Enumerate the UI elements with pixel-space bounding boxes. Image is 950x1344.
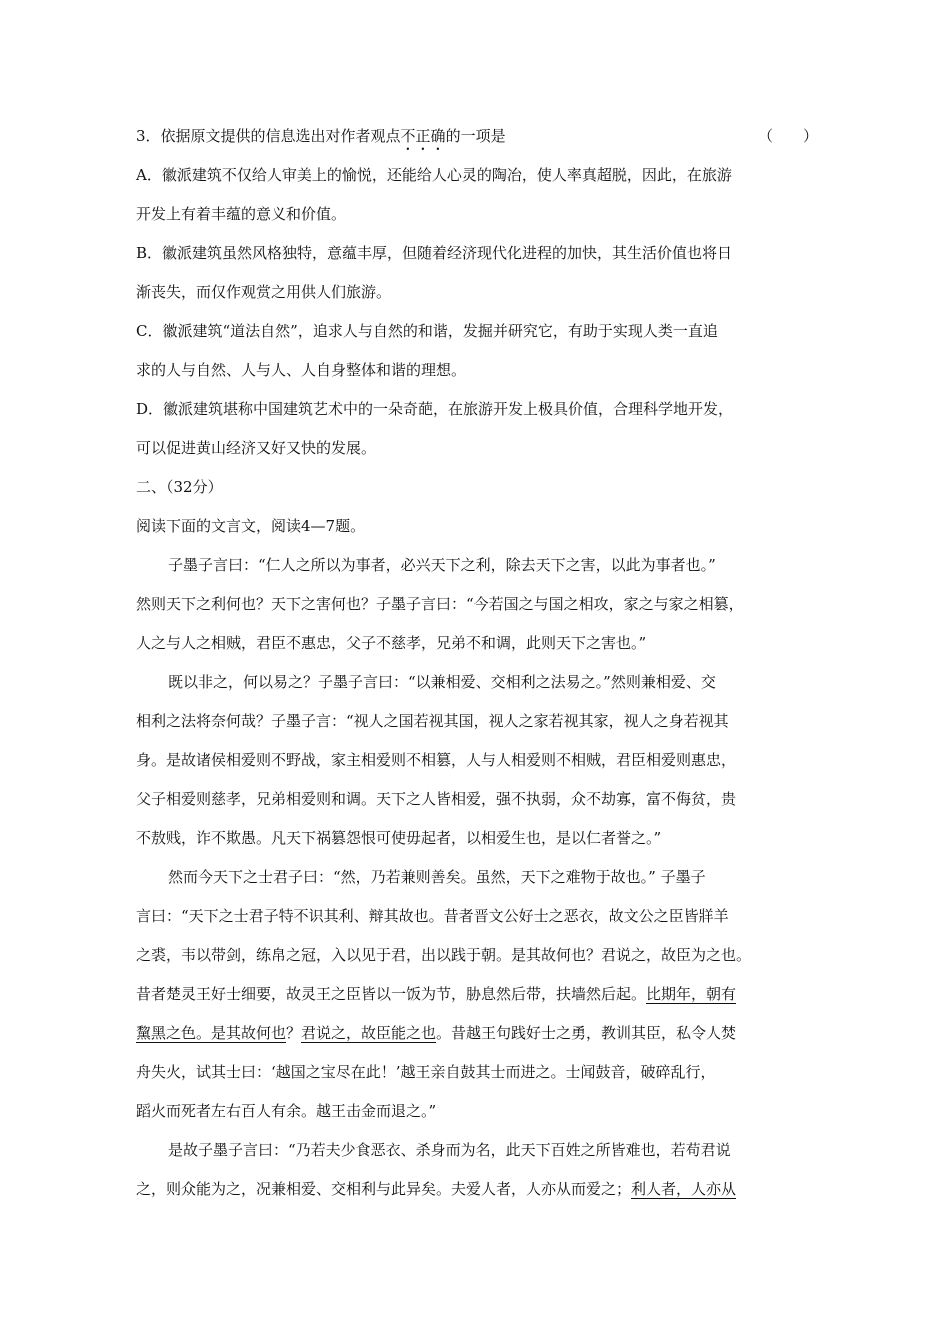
passage-p4-line-1: 是故子墨子言曰：“乃若夫少食恶衣、杀身而为名，此天下百姓之所皆难也，若苟君说 xyxy=(168,1141,731,1159)
passage-p2-line-1: 既以非之，何以易之？子墨子言曰：“以兼相爱、交相利之法易之。”然则兼相爱、交 xyxy=(168,673,716,691)
option-c-line-1: C．徽派建筑“道法自然”，追求人与自然的和谐，发掘并研究它，有助于实现人类一直追 xyxy=(136,322,718,340)
passage-p1-line-1: 子墨子言曰：“仁人之所以为事者，必兴天下之利，除去天下之害，以此为事者也。” xyxy=(168,556,716,574)
option-d-line-1: D．徽派建筑堪称中国建筑艺术中的一朵奇葩，在旅游开发上极具价值，合理科学地开发， xyxy=(136,400,734,418)
section-2-heading: 二、（32分） xyxy=(136,478,223,496)
page-content xyxy=(136,120,826,1212)
passage-p3-line-6: 舟失火，试其士曰：‘越国之宝尽在此！’越王亲自鼓其士而进之。士闻鼓音，破碎乱行， xyxy=(136,1063,716,1081)
passage-p3-line-2: 言曰：“天下之士君子特不识其利、辩其故也。昔者晋文公好士之恶衣，故文公之臣皆牂羊 xyxy=(136,907,729,925)
option-b-line-1: B．徽派建筑虽然风格独特，意蕴丰厚，但随着经济现代化进程的加快，其生活价值也将日 xyxy=(136,244,733,262)
passage-p4-line-2 xyxy=(136,1173,826,1212)
passage-p3-line-4-text: 昔者楚灵王好士细要，故灵王之臣皆以一饭为节，胁息然后带，扶墙然后起。 xyxy=(136,985,647,1003)
question-3-suffix: 的一项是 xyxy=(445,127,506,145)
option-a-line-1: A．徽派建筑不仅给人审美上的愉悦，还能给人心灵的陶冶，使人率真超脱，因此，在旅游 xyxy=(136,166,732,184)
underlined-sentence-2: 君说之，故臣能之也 xyxy=(301,1024,437,1042)
option-c-line-2: 求的人与自然、人与人、人自身整体和谐的理想。 xyxy=(136,361,467,379)
passage-p3-line-1: 然而今天下之士君子曰：“然，乃若兼则善矣。虽然，天下之难物于故也。” 子墨子 xyxy=(168,868,706,886)
passage-p3-line-5-text: 。昔越王句践好士之勇，教训其臣，私令人焚 xyxy=(436,1024,737,1042)
option-d-line-2: 可以促进黄山经济又好又快的发展。 xyxy=(136,439,377,457)
passage-p3-line-3: 之裘，韦以带剑，练帛之冠，入以见于君，出以践于朝。是其故何也？君说之，故臣为之也。 xyxy=(136,946,752,964)
question-mark: ？ xyxy=(286,1024,302,1042)
passage-p1-line-3: 人之与人之相贼，君臣不惠忠，父子不慈孝，兄弟不和调，此则天下之害也。” xyxy=(136,634,647,652)
passage-p2-line-4: 父子相爱则慈孝，兄弟相爱则和调。天下之人皆相爱，强不执弱，众不劫寡，富不侮贫，贵 xyxy=(136,790,737,808)
passage-p3-line-4 xyxy=(136,978,826,1017)
passage-p2-line-3: 身。是故诸侯相爱则不野战，家主相爱则不相篡，人与人相爱则不相贼，君臣相爱则惠忠， xyxy=(136,751,737,769)
passage-p2-line-2: 相利之法将奈何哉？子墨子言：“视人之国若视其国，视人之家若视其家，视人之身若视其 xyxy=(136,712,729,730)
section-2-instruction: 阅读下面的文言文，阅读4—7题。 xyxy=(136,517,366,535)
option-b-line-2: 渐丧失，而仅作观赏之用供人们旅游。 xyxy=(136,283,392,301)
question-3-emphasis: 不正确 xyxy=(400,127,446,145)
passage-p1-line-2: 然则天下之利何也？天下之害何也？子墨子言曰：“今若国之与国之相攻，家之与家之相篡， xyxy=(136,595,744,613)
passage-p4-line-2-text: 之，则众能为之，况兼相爱、交相利与此异矣。夫爱人者，人亦从而爱之； xyxy=(136,1180,632,1198)
passage-p2-line-5: 不敖贱，诈不欺愚。凡天下祸篡怨恨可使毋起者，以相爱生也，是以仁者誉之。” xyxy=(136,829,662,847)
passage-p3-line-5 xyxy=(136,1017,826,1056)
answer-bracket: （ ） xyxy=(758,127,819,145)
question-3-prefix: 3．依据原文提供的信息选出对作者观点 xyxy=(136,127,401,145)
underlined-sentence-3: 利人者，人亦从 xyxy=(631,1180,737,1198)
question-3 xyxy=(136,120,826,159)
underlined-sentence-1-cont: 黧黑之色。是其故何也 xyxy=(136,1024,287,1042)
option-a-line-2: 开发上有着丰蕴的意义和价值。 xyxy=(136,205,347,223)
underlined-sentence-1: 比期年，朝有 xyxy=(646,985,737,1003)
passage-p3-line-7: 蹈火而死者左右百人有余。越王击金而退之。” xyxy=(136,1102,437,1120)
